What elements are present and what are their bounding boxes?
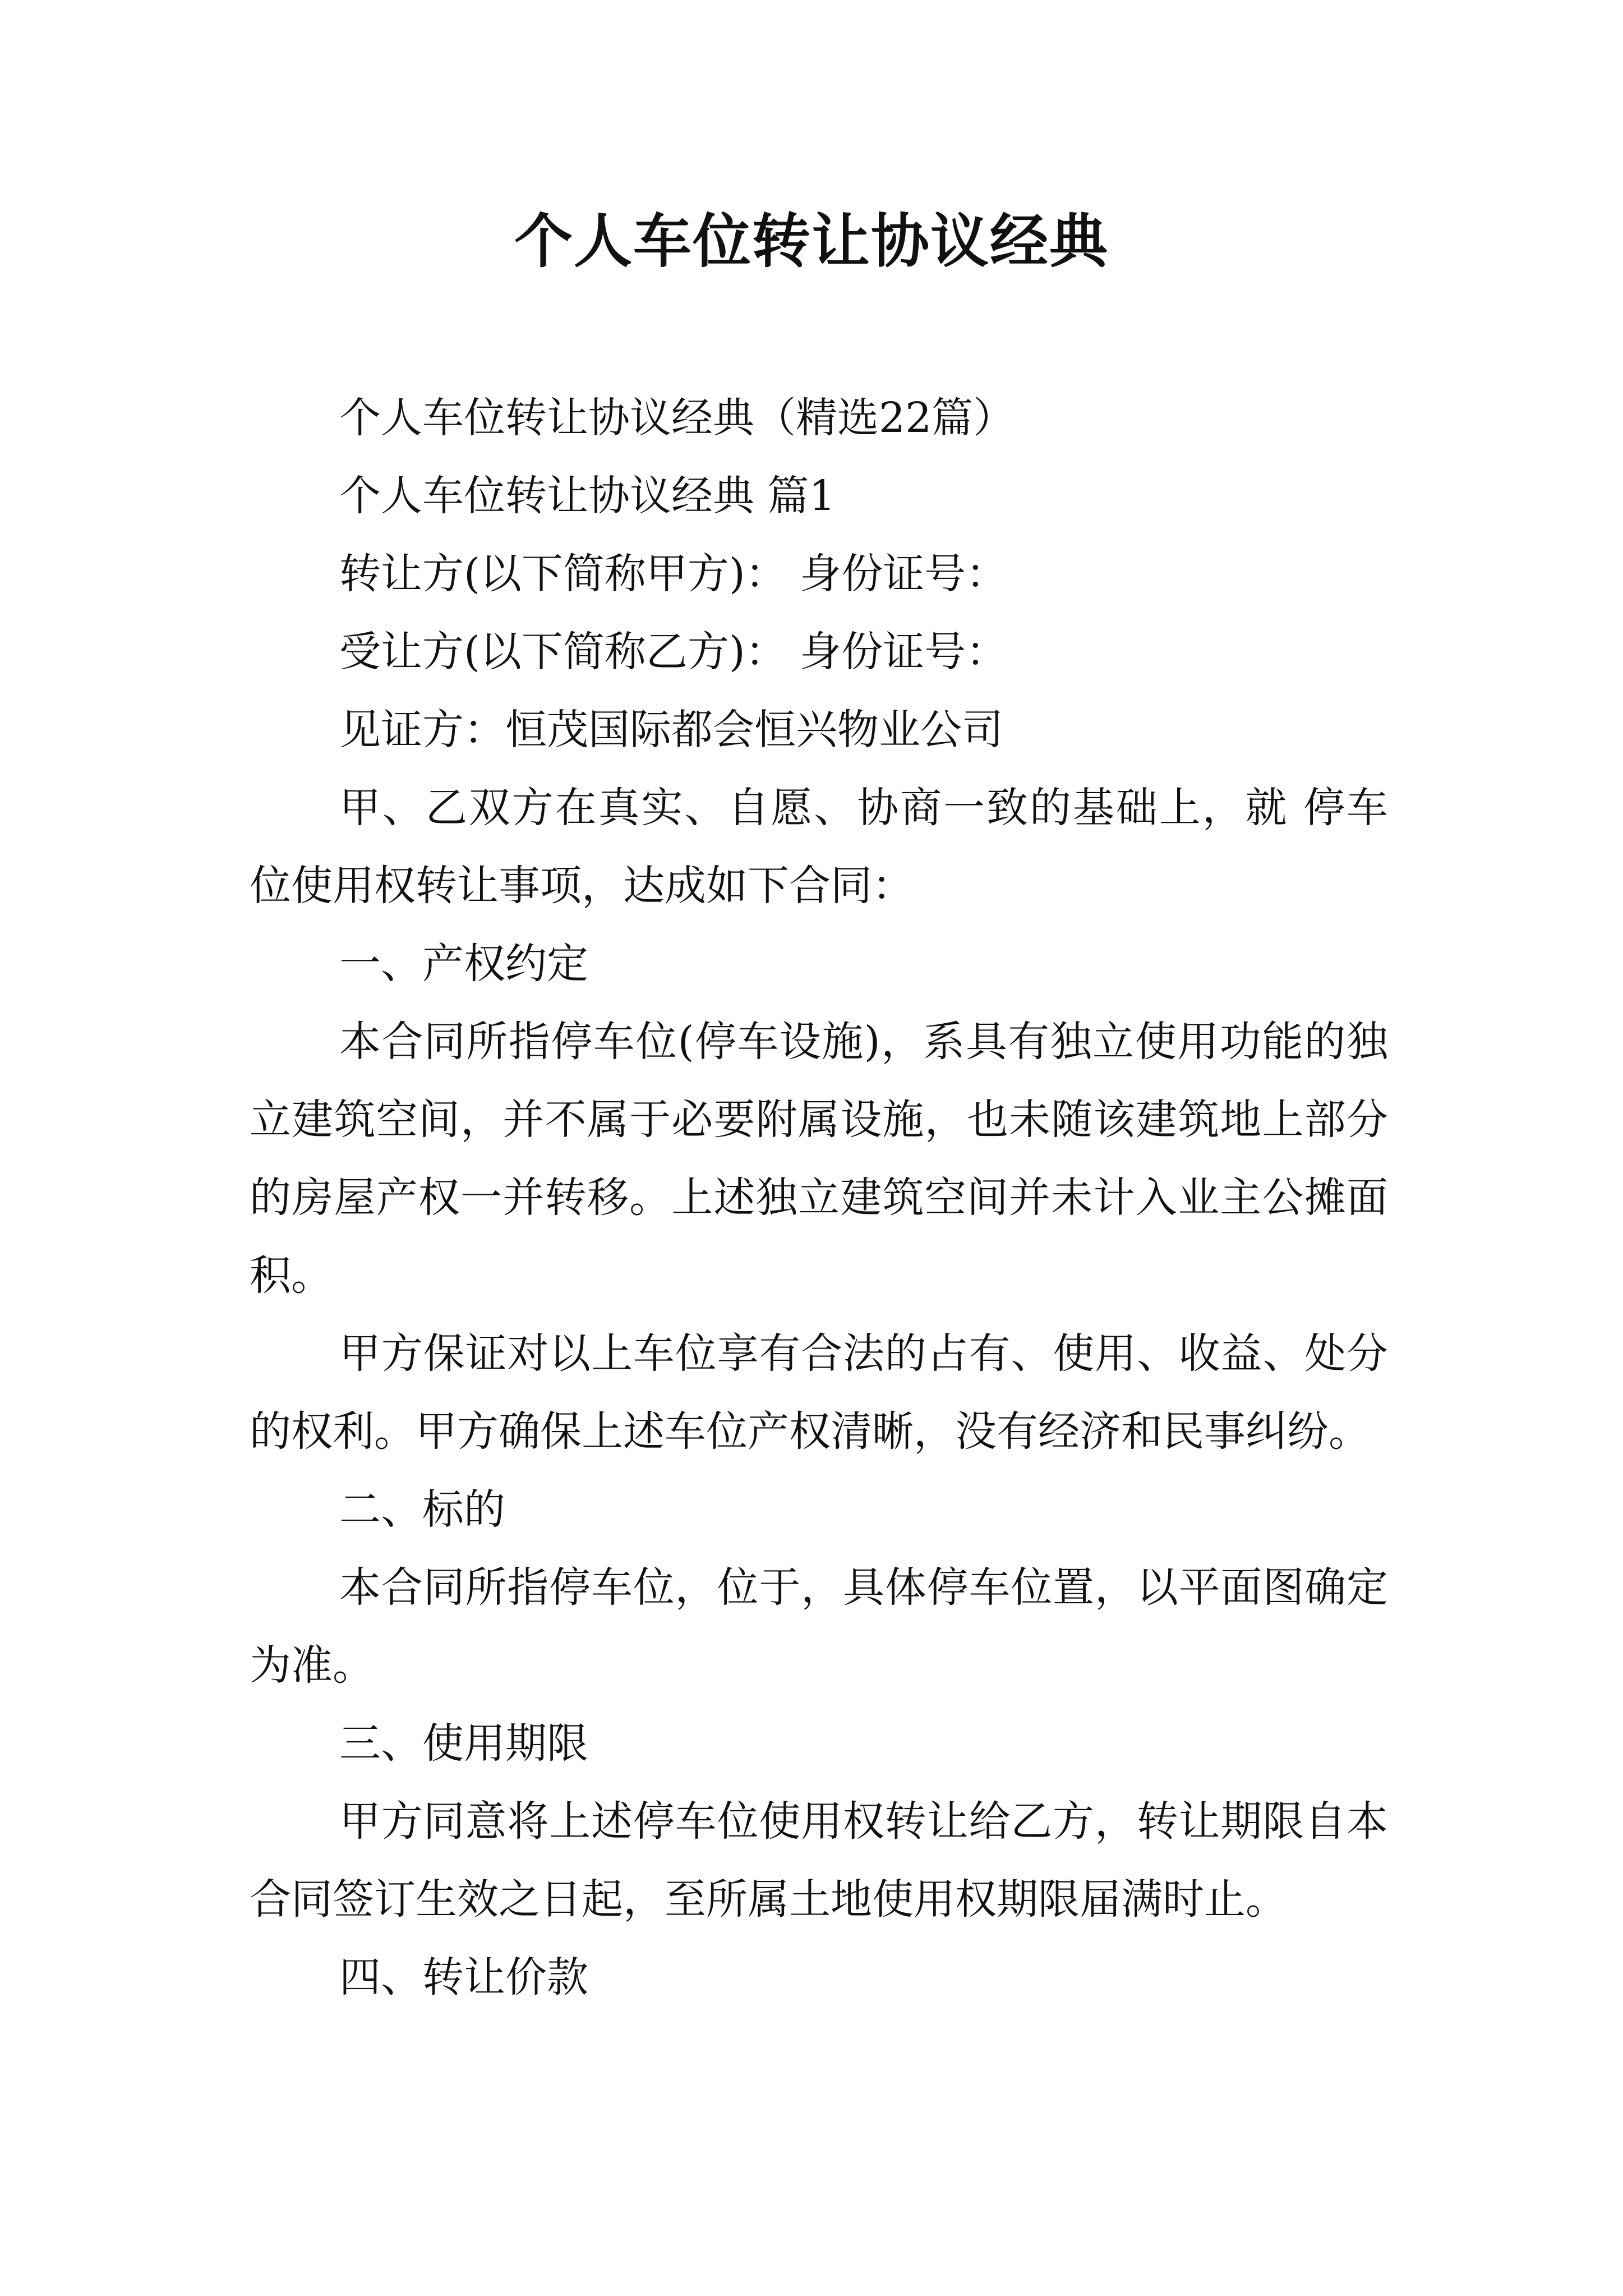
paragraph-ownership-2: 甲方保证对以上车位享有合法的占有、使用、收益、处分的权利。甲方确保上述车位产权清晰，没有经济和民事纠纷。 xyxy=(250,1329,1388,1456)
document-body xyxy=(250,379,1388,2017)
paragraph-heading-term: 三、使用期限 xyxy=(339,1719,588,1768)
paragraph-section-heading: 个人车位转让协议经典 篇1 xyxy=(339,472,836,520)
paragraph-subtitle: 个人车位转让协议经典（精选22篇） xyxy=(339,394,1015,442)
paragraph-ownership-1: 本合同所指停车位(停车设施)，系具有独立使用功能的独立建筑空间，并不属于必要附属设施，也未随该建筑地上部分的房屋产权一并转移。上述独立建筑空间并未计入业主公摊面积。 xyxy=(250,1018,1388,1300)
paragraph-witness: 见证方：恒茂国际都会恒兴物业公司 xyxy=(339,706,1003,754)
paragraph-transferor: 转让方(以下简称甲方)： 身份证号： xyxy=(339,550,1008,598)
paragraph-transferee: 受让方(以下简称乙方)： 身份证号： xyxy=(339,628,1008,676)
paragraph-preamble: 甲、乙双方在真实、自愿、协商一致的基础上，就 停车位使用权转让事项，达成如下合同： xyxy=(250,784,1388,910)
paragraph-heading-ownership: 一、产权约定 xyxy=(339,940,588,988)
document-title: 个人车位转让协议经典 xyxy=(514,206,1109,275)
paragraph-heading-price: 四、转让价款 xyxy=(339,1953,588,2001)
paragraph-subject: 本合同所指停车位，位于，具体停车位置，以平面图确定为准。 xyxy=(250,1563,1388,1690)
paragraph-term: 甲方同意将上述停车位使用权转让给乙方，转让期限自本合同签订生效之日起，至所属土地使用权期限届满时止。 xyxy=(250,1797,1388,1924)
paragraph-heading-subject: 二、标的 xyxy=(339,1485,505,1534)
